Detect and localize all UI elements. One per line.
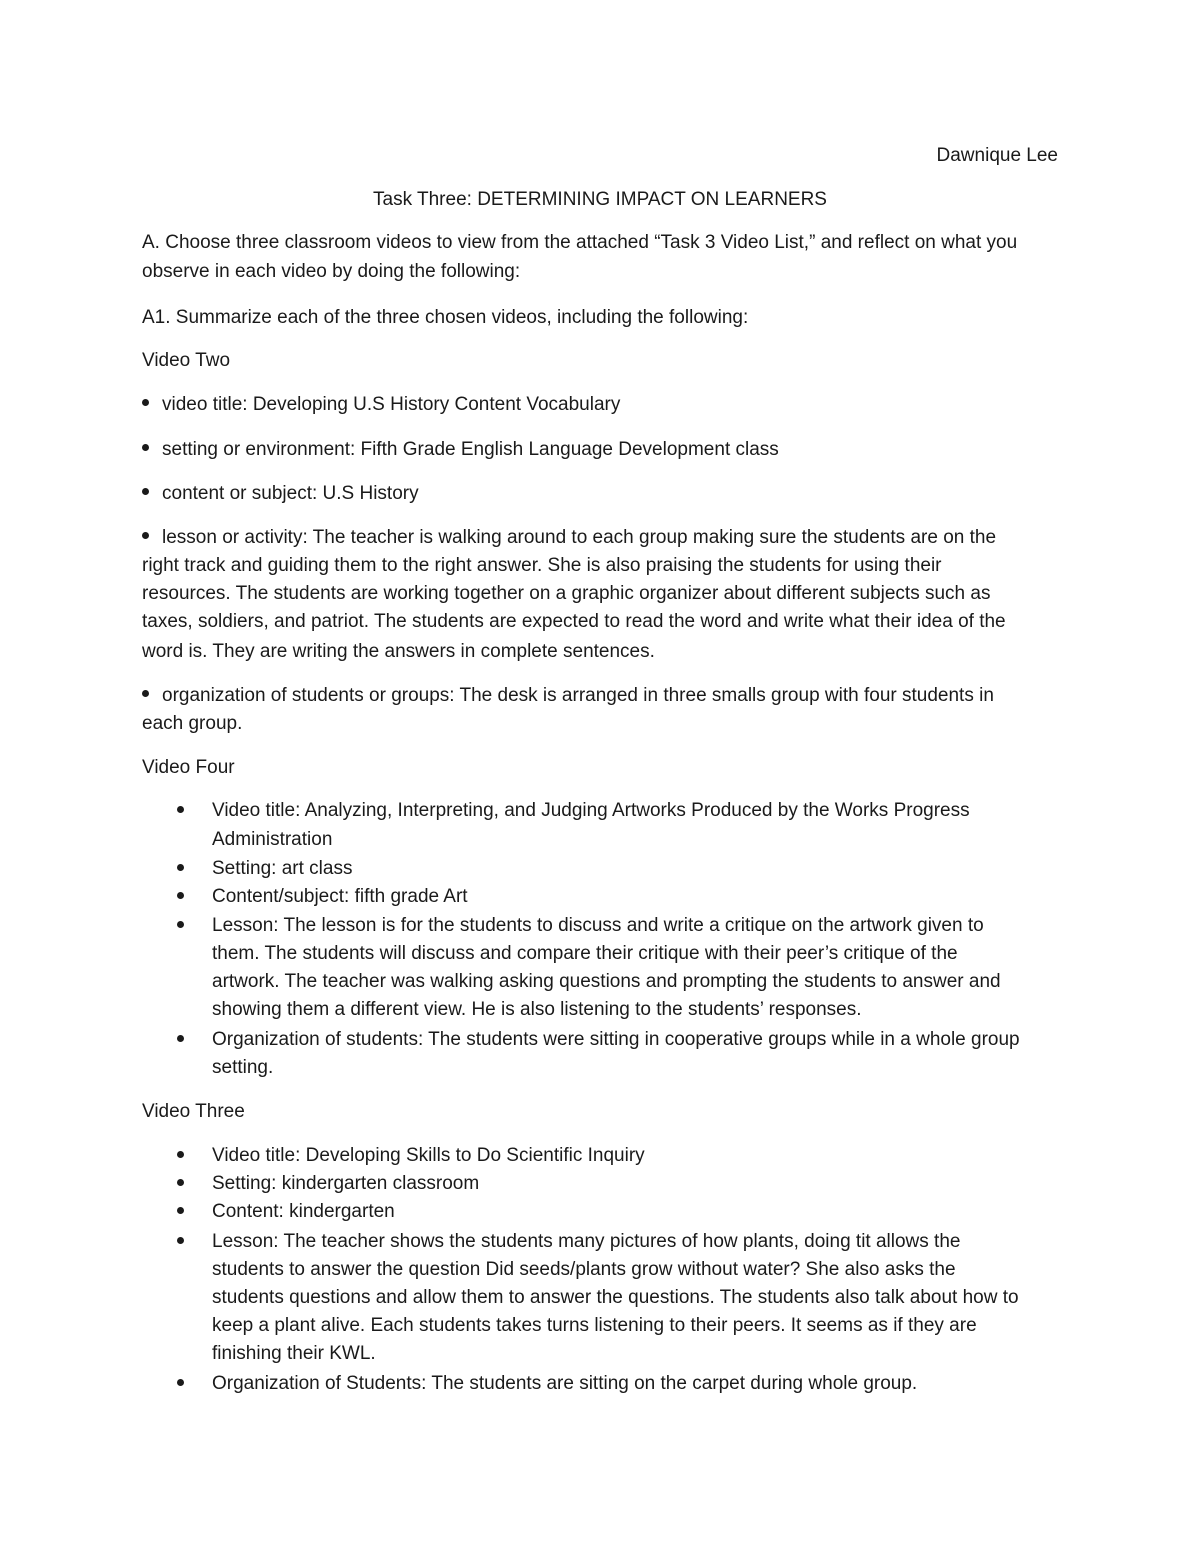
video-two-lesson-line-1 (142, 524, 996, 552)
bullet-icon (177, 1237, 184, 1244)
video-two-lesson-text-1: lesson or activity: The teacher is walking around to each group making sure the students are on the (162, 527, 997, 548)
video-four-title-line-1: Video title: Analyzing, Interpreting, and Judging Artworks Produced by the Works Progress (212, 800, 970, 821)
bullet-icon (142, 444, 149, 451)
video-two-content: content or subject: U.S History (162, 483, 419, 504)
video-two-organization-text-1: organization of students or groups: The desk is arranged in three smalls group with four students in (162, 685, 994, 706)
video-three-lesson-line-1: Lesson: The teacher shows the students many pictures of how plants, doing tit allows the (212, 1231, 961, 1252)
video-two-organization-line-2: each group. (142, 713, 243, 734)
video-two-lesson-line-2: right track and guiding them to the right answer. She is also praising the students for using their (142, 555, 942, 576)
video-two-title-item (142, 391, 620, 419)
bullet-icon (177, 1207, 184, 1214)
bullet-icon (177, 1035, 184, 1042)
video-two-setting-item (142, 436, 779, 464)
video-four-lesson-line-4: showing them a different view. He is also listening to the students’ responses. (212, 999, 862, 1020)
bullet-icon (177, 1151, 184, 1158)
prompt-a-line-1: A. Choose three classroom videos to view from the attached “Task 3 Video List,” and reflect on what you (142, 232, 1018, 253)
prompt-a-line-2: observe in each video by doing the following: (142, 261, 521, 282)
video-two-content-item (142, 480, 419, 508)
document-title: Task Three: DETERMINING IMPACT ON LEARNERS (373, 189, 827, 210)
bullet-icon (142, 488, 149, 495)
bullet-icon (177, 1179, 184, 1186)
video-three-setting: Setting: kindergarten classroom (212, 1173, 480, 1194)
bullet-icon (177, 864, 184, 871)
bullet-icon (142, 399, 149, 406)
video-two-title: video title: Developing U.S History Content Vocabulary (162, 394, 621, 415)
video-three-heading: Video Three (142, 1101, 245, 1122)
video-four-organization-line-2: setting. (212, 1057, 274, 1078)
video-four-title-line-2: Administration (212, 829, 333, 850)
video-four-setting: Setting: art class (212, 858, 353, 879)
video-three-lesson-line-2: students to answer the question Did seeds/plants grow without water? She also asks the (212, 1259, 956, 1280)
video-three-organization: Organization of Students: The students are sitting on the carpet during whole group. (212, 1373, 918, 1394)
bullet-icon (142, 532, 149, 539)
video-four-lesson-line-1: Lesson: The lesson is for the students to discuss and write a critique on the artwork given to (212, 915, 984, 936)
video-four-lesson-line-3: artwork. The teacher was walking asking questions and prompting the students to answer and (212, 971, 1001, 992)
video-three-lesson-line-5: finishing their KWL. (212, 1343, 376, 1364)
video-two-lesson-line-5: word is. They are writing the answers in complete sentences. (142, 641, 655, 662)
video-four-content: Content/subject: fifth grade Art (212, 886, 468, 907)
video-three-lesson-line-3: students questions and allow them to answer the questions. The students also talk about how to (212, 1287, 1019, 1308)
bullet-icon (177, 806, 184, 813)
video-two-lesson-line-3: resources. The students are working together on a graphic organizer about different subjects such as (142, 583, 991, 604)
author-name: Dawnique Lee (936, 145, 1058, 166)
video-two-heading: Video Two (142, 350, 231, 371)
video-three-lesson-line-4: keep a plant alive. Each students takes turns listening to their peers. It seems as if they are (212, 1315, 977, 1336)
bullet-icon (177, 892, 184, 899)
video-three-content: Content: kindergarten (212, 1201, 395, 1222)
video-four-organization-line-1: Organization of students: The students were sitting in cooperative groups while in a whole group (212, 1029, 1020, 1050)
video-three-title: Video title: Developing Skills to Do Scientific Inquiry (212, 1145, 645, 1166)
bullet-icon (177, 921, 184, 928)
video-four-lesson-line-2: them. The students will discuss and compare their critique with their peer’s critique of the (212, 943, 958, 964)
video-four-heading: Video Four (142, 757, 235, 778)
bullet-icon (177, 1379, 184, 1386)
video-two-setting: setting or environment: Fifth Grade English Language Development class (162, 439, 779, 460)
bullet-icon (142, 690, 149, 697)
video-two-lesson-line-4: taxes, soldiers, and patriot. The students are expected to read the word and write what their idea of the (142, 611, 1006, 632)
video-two-organization-line-1 (142, 682, 994, 710)
prompt-a1: A1. Summarize each of the three chosen videos, including the following: (142, 307, 749, 328)
